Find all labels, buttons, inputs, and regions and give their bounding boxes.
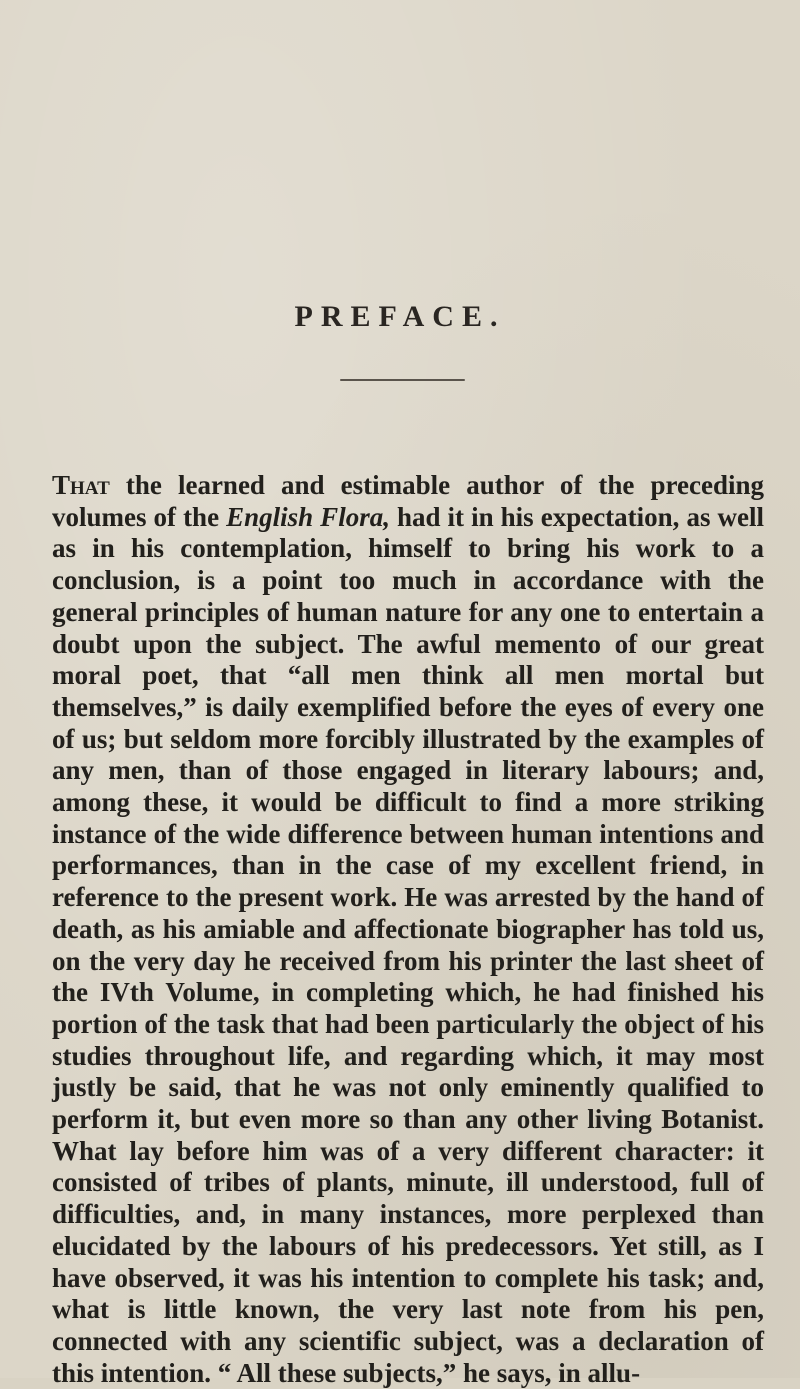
paragraph-text-part1: the learned and estimable author of the preceding volumes of the bbox=[52, 470, 764, 532]
paragraph-text-part2: had it in his expectation, as well as in his contemplation, himself to bring his work to a conclusion, is a point too much in accordance with the general principles of human nature for any one to entertain a doubt upon the subject. The awful memento of our great moral poet, that “all men think all men mortal but themselves,” is daily exemplified before the eyes of every one of us; but seldom more forcibly illustrated by the examples of any men, than of those engaged in literary labours; and, among these, it would be difficult to find a more striking instance of the wide difference between human intentions and performances, than in the case of my excellent friend, in reference to the present work. He was arrested by the hand of death, as his amiable and affectionate biographer has told us, on the very day he received from his printer the last sheet of the IVth Volume, in completing which, he had finished his portion of the task that had been particularly the object of his studies throughout life, and regarding which, it may most justly be said, that he was not only eminently qualified to perform it, but even more so than any other living Botanist. What lay before him was of a very different character: it consisted of tribes of plants, minute, ill understood, full of difficulties, and, in many instances, more perplexed than elucidated by the labours of his predecessors. Yet still, as I have observed, it was his intention to complete his task; and, what is little known, the very last note from his pen, connected with any scientific subject, was a declaration of this intention. “ All these subjects,” he says, in allu- bbox=[52, 501, 764, 1388]
flora-title: English Flora, bbox=[226, 501, 390, 532]
opening-word: That bbox=[52, 470, 110, 500]
title-divider bbox=[340, 379, 465, 381]
page-title: PREFACE. bbox=[294, 300, 506, 333]
preface-paragraph bbox=[52, 470, 764, 1389]
